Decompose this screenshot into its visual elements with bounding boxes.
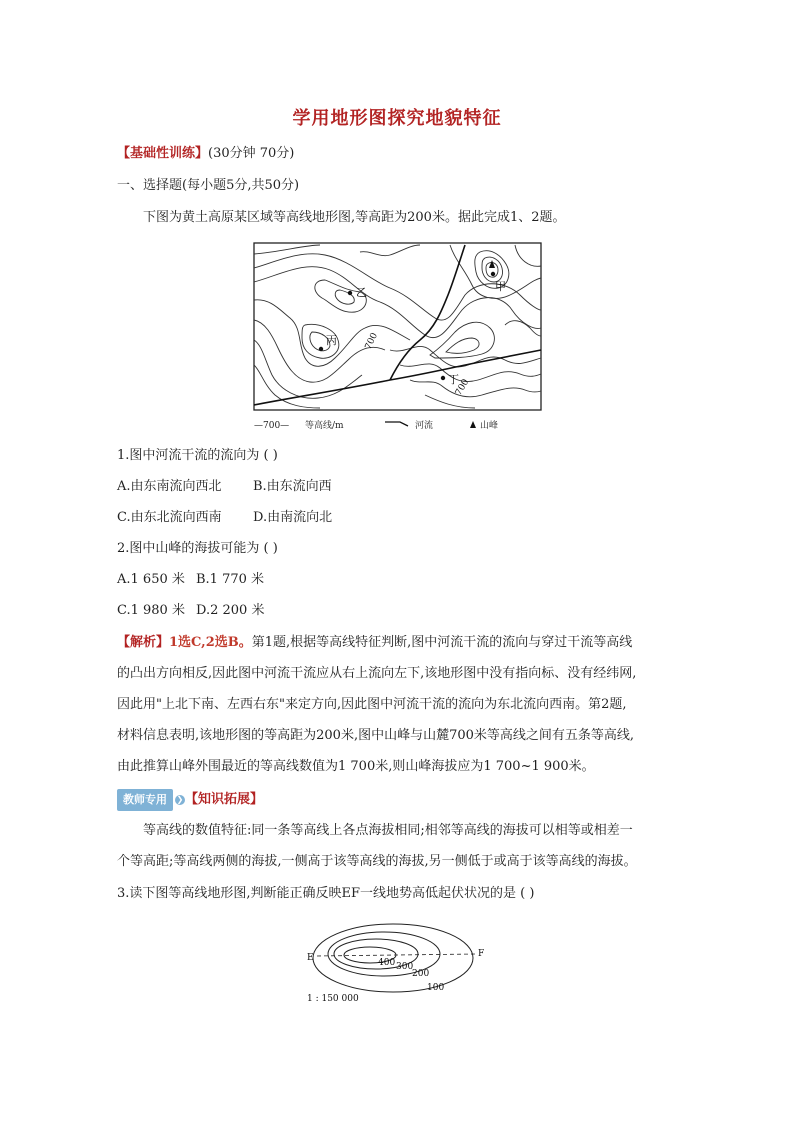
legend-river-text: 河流 xyxy=(415,421,434,431)
analysis-label: 【解析】 xyxy=(117,635,170,650)
q1-option-d: D.由南流向北 xyxy=(253,510,333,525)
legend-contour-text: 等高线/m xyxy=(305,421,344,431)
teacher-extension-header xyxy=(117,789,263,811)
label-jia: 甲 xyxy=(495,280,506,293)
part-one-heading: 一、选择题(每小题5分,共50分) xyxy=(117,178,300,193)
extension-line-1: 等高线的数值特征:同一条等高线上各点海拔相同;相邻等高线的海拔可以相等或相差一 xyxy=(143,823,633,838)
page-title: 学用地形图探究地貌特征 xyxy=(292,108,502,129)
q1-option-a: A.由东南流向西北 xyxy=(117,479,222,494)
point-bing-marker xyxy=(319,347,323,351)
point-yi-marker xyxy=(348,291,352,295)
label-ding: 丁 xyxy=(448,373,459,386)
contour-map-2 xyxy=(300,918,500,1013)
q2-option-c: C.1 980 米 xyxy=(117,603,185,618)
intro-text: 下图为黄土高原某区域等高线地形图,等高距为200米。据此完成1、2题。 xyxy=(143,210,566,225)
contour-map-1 xyxy=(250,240,550,435)
teacher-only-badge: 教师专用 xyxy=(117,789,173,811)
label-200: 200 xyxy=(412,969,430,979)
legend-peak-text: 山峰 xyxy=(480,421,499,431)
point-jia-marker xyxy=(491,272,495,276)
analysis-line-2: 的凸出方向相反,因此图中河流干流应从右上流向左下,该地形图中没有指向标、没有经纬网, xyxy=(117,666,637,681)
label-e: E xyxy=(307,953,314,963)
point-ding-marker xyxy=(441,376,445,380)
knowledge-extension-label: 【知识拓展】 xyxy=(185,792,264,807)
analysis-line-4: 材料信息表明,该地形图的等高距为200米,图中山峰与山麓700米等高线之间有五条等高线, xyxy=(117,728,635,743)
section-time-score: (30分钟 70分) xyxy=(208,146,295,161)
legend-peak-symbol xyxy=(470,421,476,428)
contour-label-700-a: 700 xyxy=(363,331,380,352)
map2-scale: 1 : 150 000 xyxy=(307,994,359,1004)
legend-contour-sample: —700— xyxy=(254,421,290,431)
legend-river-symbol xyxy=(385,422,408,426)
q2-stem: 2.图中山峰的海拔可能为 ( ) xyxy=(117,541,278,556)
q1-stem: 1.图中河流干流的流向为 ( ) xyxy=(117,448,278,463)
analysis-line-1 xyxy=(117,633,632,653)
contour-label-700-b: 700 xyxy=(453,377,472,398)
section-header xyxy=(117,144,294,164)
analysis-line-3: 因此用"上北下南、左西右东"来定方向,因此图中河流干流的流向为东北流向西南。第2题, xyxy=(117,697,627,712)
analysis-text-1: 第1题,根据等高线特征判断,图中河流干流的流向与穿过干流等高线 xyxy=(251,635,633,650)
q1-option-b: B.由东流向西 xyxy=(253,479,332,494)
section-label: 【基础性训练】 xyxy=(117,146,209,161)
label-300: 300 xyxy=(396,962,414,972)
analysis-line-5: 由此推算山峰外围最近的等高线数值为1 700米,则山峰海拔应为1 700~1 900米。 xyxy=(117,759,595,774)
q3-stem: 3.读下图等高线地形图,判断能正确反映EF一线地势高低起伏状况的是 ( ) xyxy=(117,886,535,901)
label-400: 400 xyxy=(378,958,396,968)
label-f: F xyxy=(478,949,485,959)
label-yi: 乙 xyxy=(356,286,367,299)
chevron-right-icon: ❯ xyxy=(176,794,184,804)
q1-option-c: C.由东北流向西南 xyxy=(117,510,222,525)
q2-option-a: A.1 650 米 xyxy=(117,572,185,587)
label-bing: 丙 xyxy=(326,334,337,347)
extension-line-2: 个等高距;等高线两侧的海拔,一侧高于该等高线的海拔,另一侧低于或高于该等高线的海拔。 xyxy=(117,854,637,869)
label-100: 100 xyxy=(427,983,445,993)
analysis-answer: 1选C,2选B。 xyxy=(169,635,252,650)
q2-option-b: B.1 770 米 xyxy=(196,572,265,587)
map1-legend xyxy=(254,419,498,431)
q2-option-d: D.2 200 米 xyxy=(196,603,265,618)
